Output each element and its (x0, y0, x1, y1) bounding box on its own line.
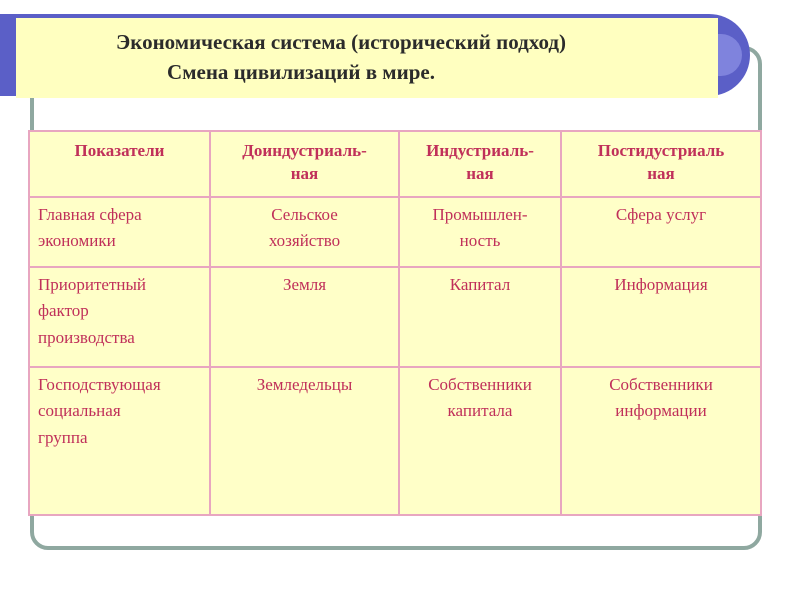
table-cell: Капитал (399, 267, 561, 367)
comparison-table (28, 130, 762, 516)
table-cell: Земледельцы (210, 367, 399, 515)
table-cell: Промышлен- ность (399, 197, 561, 267)
title-box (16, 18, 718, 98)
header-industrial: Индустриаль- ная (399, 131, 561, 197)
page-title: Экономическая система (исторический подход) (116, 30, 566, 54)
table-row (29, 197, 761, 267)
row-label: Господствующая социальная группа (29, 367, 210, 515)
header-postindustrial: Постидустриаль ная (561, 131, 761, 197)
table-header-row (29, 131, 761, 197)
table-row (29, 367, 761, 515)
row-label: Приоритетный фактор производства (29, 267, 210, 367)
table-cell: Собственники информации (561, 367, 761, 515)
table-cell: Сфера услуг (561, 197, 761, 267)
table-cell: Земля (210, 267, 399, 367)
table-cell: Информация (561, 267, 761, 367)
row-label: Главная сфера экономики (29, 197, 210, 267)
header-preindustrial: Доиндустриаль- ная (210, 131, 399, 197)
header-indicators: Показатели (29, 131, 210, 197)
page-subtitle: Смена цивилизаций в мире. (167, 60, 435, 84)
table-cell: Сельское хозяйство (210, 197, 399, 267)
table-cell: Собственники капитала (399, 367, 561, 515)
table-row (29, 267, 761, 367)
